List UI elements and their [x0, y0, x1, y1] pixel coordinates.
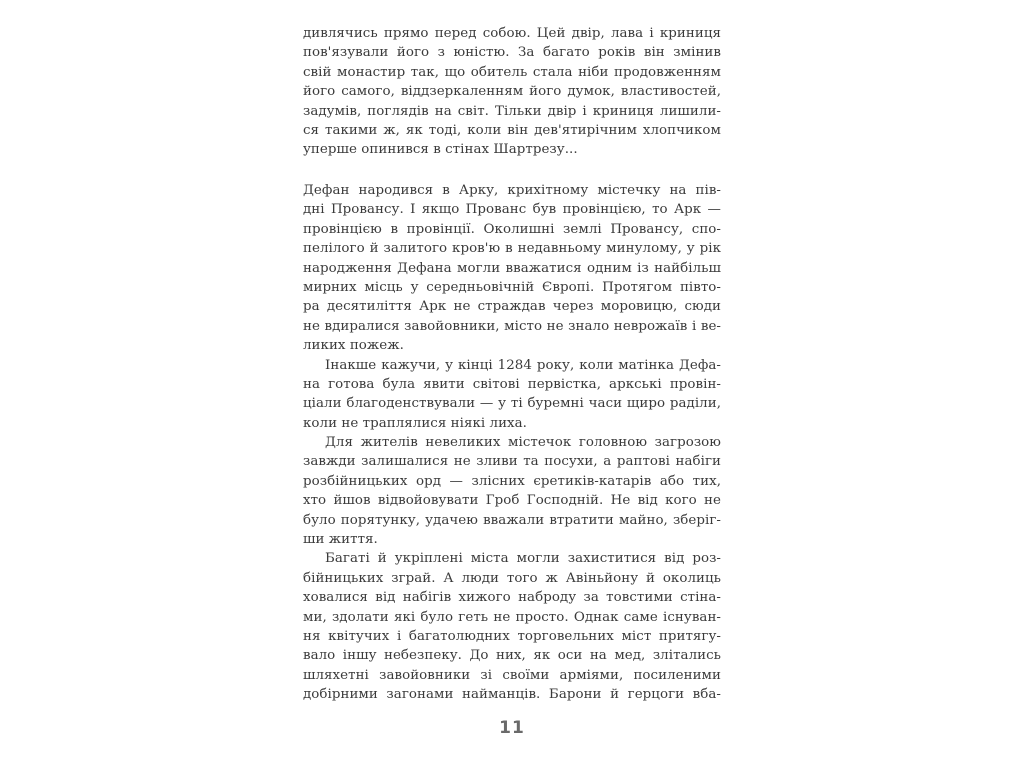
paragraph-threats	[303, 433, 721, 549]
text-line: Дефан народився в Арку, крихітному містечку на пів-	[303, 183, 721, 198]
text-line: ши життя.	[303, 532, 378, 548]
text-line: свій монастир так, що обитель стала ніби продовженням	[303, 64, 721, 80]
text-line: вало іншу небезпеку. До них, як оси на мед, злітались	[303, 648, 721, 664]
text-line: завжди залишалися не зливи та посухи, а раптові набіги	[303, 454, 721, 470]
text-line: Інакше кажучи, у кінці 1284 року, коли матінка Дефа-	[325, 357, 721, 373]
text-line: ціали благоденствували — у ті буремні часи щиро раділи,	[303, 396, 721, 412]
text-line: ся такими ж, як тоді, коли він дев'ятирічним хлопчиком	[303, 122, 721, 138]
text-line: коли не траплялися ніякі лиха.	[303, 415, 527, 431]
text-line: народження Дефана могли вважатися одним із найбільш	[303, 260, 721, 276]
text-line: мирних місць у середньовічній Європі. Протягом півто-	[303, 279, 721, 295]
text-line: пов'язували його з юністю. За багато років він змінив	[303, 45, 721, 61]
text-line: пелілого й залитого кров'ю в недавньому минулому, у рік	[303, 241, 721, 257]
page-number: 11	[499, 718, 525, 738]
paragraph-cities	[303, 549, 721, 704]
text-line: було порятунку, удачею вважали втратити майно, зберіг-	[303, 512, 721, 528]
text-line: уперше опинився в стінах Шартрезу...	[303, 142, 578, 158]
text-line: ховалися від набігів хижого наброду за товстими стіна-	[303, 590, 721, 606]
text-line: бійницьких зграй. А люди того ж Авіньйону й околиць	[303, 570, 721, 586]
text-line: ми, здолати які було геть не просто. Однак саме існуван-	[303, 609, 721, 625]
text-line: Багаті й укріплені міста могли захиститися від роз-	[325, 551, 721, 567]
text-line: дні Провансу. І якщо Прованс був провінцією, то Арк —	[303, 202, 721, 218]
section-body	[303, 181, 721, 705]
text-line: ня квітучих і багатолюдних торговельних міст притягу-	[303, 628, 721, 644]
text-line: задумів, поглядів на світ. Тільки двір і криниця лишили-	[303, 103, 721, 119]
text-line: добірними загонами найманців. Барони й герцоги вба-	[303, 687, 721, 703]
paragraph-birth	[303, 181, 721, 356]
text-line: Для жителів невеликих містечок головною загрозою	[325, 435, 721, 451]
text-line: не вдиралися завойовники, місто не знало неврожаїв і ве-	[303, 318, 721, 334]
paragraph-prosperity	[303, 356, 721, 434]
text-line: ликих пожеж.	[303, 338, 404, 354]
text-line: дивлячись прямо перед собою. Цей двір, лава і криниця	[303, 26, 721, 41]
text-line: шляхетні завойовники зі своїми арміями, посиленими	[303, 667, 721, 683]
text-line: на готова була явити світові первістка, аркські провін-	[303, 376, 721, 392]
text-line: його самого, віддзеркаленням його думок, властивостей,	[303, 84, 721, 100]
text-line: провінцією в провінції. Околишні землі Провансу, спо-	[303, 221, 721, 237]
text-line: хто йшов відвойовувати Гроб Господній. Не від кого не	[303, 493, 721, 509]
continued-paragraph	[303, 24, 721, 160]
text-line: розбійницьких орд — злісних єретиків-катарів або тих,	[303, 473, 721, 489]
text-line: ра десятиліття Арк не страждав через моровицю, сюди	[303, 299, 721, 315]
